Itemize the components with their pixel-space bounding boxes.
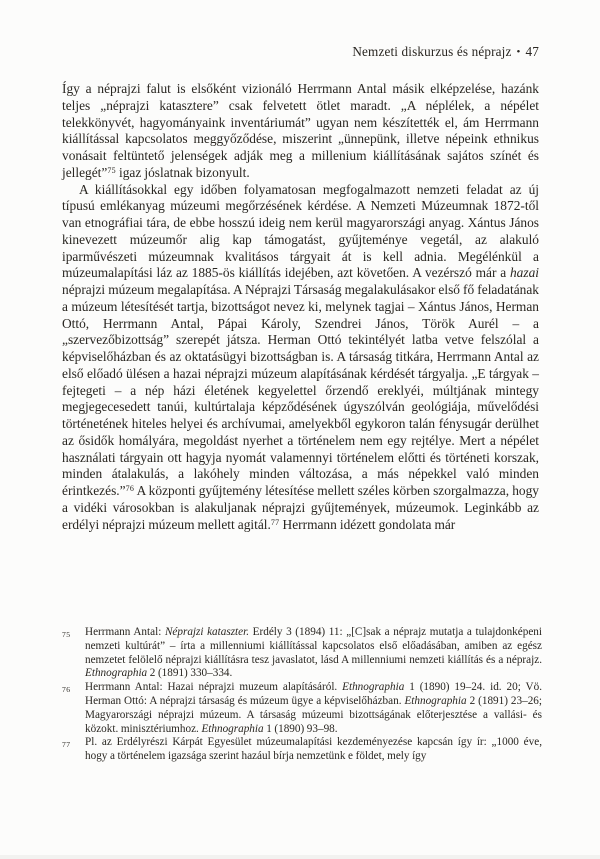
body-text-block [62,81,539,533]
footnote-76 [62,681,542,736]
page-number: 47 [525,44,539,59]
header-separator-bullet: • [516,46,521,58]
footnote-75 [62,626,542,681]
footnote-text: Herrmann Antal: Néprajzi kataszter. Erdély 3 (1894) 11: „[C]sak a néprajz mutatja a tulajdonképeni nemzeti kultúrát” – írta a millenniumi kiállítással kapcsolatos első előadásában, amiben az egész nemzetet felölelő néprajzi kiállításra tesz javaslatot, lásd A millenniumi nemzeti kiállítás és a néprajz. Ethnographia 2 (1891) 330–334. [85,626,542,680]
footnotes-section [62,626,542,764]
footnote-number: 77 [62,739,71,749]
footnote-text: Pl. az Erdélyrészi Kárpát Egyesület múzeumalapítási kezdeményezése kapcsán így ír: „1000 éve, hogy a történelem igazsága szerint hazául bírja nemzetünk e földet, mely így [85,736,542,763]
paragraph-2: A kiállításokkal egy időben folyamatosan megfogalmazott nemzeti feladat az új típusú emlékanyag múzeumi megőrzésének kérdése. A Nemzeti Múzeumnak 1872-től van etnográfiai tára, de ebbe hosszú ideig nem kerül magyarországi anyag. Xántus János kinevezett múzeumőr alig kap támogatást, gyűjteménye vegetál, az alakuló iparművészeti múzeumnak kvalitásos tárgyait át is kell adnia. Megélénkül a múzeumalapítási láz az 1885-ös kiállítás idejében, azt követően. A vezérszó már a hazai néprajzi múzeum megalapítása. A Néprajzi Társaság megalakulásakor első fő feladatának a múzeum létesítését tartja, bizottságot nevez ki, melynek tagjai – Xántus János, Herman Ottó, Herrmann Antal, Pápai Károly, Szendrei János, Török Aurél – a „szervezőbizottság” szerepét játsza. Herman Ottó tekintélyét latba vetve felszólal a képviselőházban és az oktatásügyi bizottságban is. A társaság titkára, Herrmann Antal az első előadó ülésen a hazai néprajzi múzeum alapításának kérdését tárgyalja. „E tárgyak – fejtegeti – a nép házi életének kegyelettel őrzendő ereklyéi, múltjának mintegy megjegecesedett tanúi, kultúrtalaja képződésének úgyszólván geológiája, művelődési történetének hiteles helyei és archívumai, amelyekből egykoron talán fénysugár derülhet az ősidők homályára, megoldást nyerhet a történelem nem egy rejtélye. Mert a népélet használati tárgyain ott hagyja nyomát valamennyi történelem előtti és történeti korszak, minden átalakulás, a lakóhely minden változása, a más népekkel való minden érintkezés.”$^{76}$ A központi gyűjtemény létesítése mellett széles körben szorgalmazza, hogy a vidéki városokban is alakuljanak néprajzi gyűjtemények, múzeumok. Leginkább az erdélyi néprajzi múzeum mellett agitál.$^{77}$ Herrmann idézett gondolata már [62,181,539,532]
running-title: Nemzeti diskurzus és néprajz [352,44,512,59]
footnote-number: 76 [62,684,71,694]
footnote-text: Herrmann Antal: Hazai néprajzi muzeum alapításáról. Ethnographia 1 (1890) 19–24. id. 20; Vö. Herman Ottó: A néprajzi társaság és múzeum ügye a képviselőházban. Ethnographia 2 (1891) 23–26; Magyarországi néprajzi múzeum. A társaság múzeumi bizottságának előterjesztése a vallási- és közokt. minisztériumhoz. Ethnographia 1 (1890) 93–98. [85,681,542,735]
scan-bottom-edge [0,855,600,859]
paragraph-1: Így a néprajzi falut is elsőként vizionáló Herrmann Antal másik elképzelése, hazánk teljes „néprajzi katasztere” csak felvetett ötlet maradt. „A néplélek, a népélet telekkönyvét, hagyományaink inventáriumát” ugyan nem készítették el, ám Herrmann kiállítással kapcsolatos meggyőződése, miszerint „ünnepünk, illetve népeink ethnikus vonásait feltüntető jelenségek adják meg a millenium kiállításának sajátos színét és jellegét”$^{75}$ igaz jóslatnak bizonyult. [62,81,539,180]
running-header [62,44,539,60]
footnote-77 [62,736,542,764]
footnote-number: 75 [62,629,71,639]
